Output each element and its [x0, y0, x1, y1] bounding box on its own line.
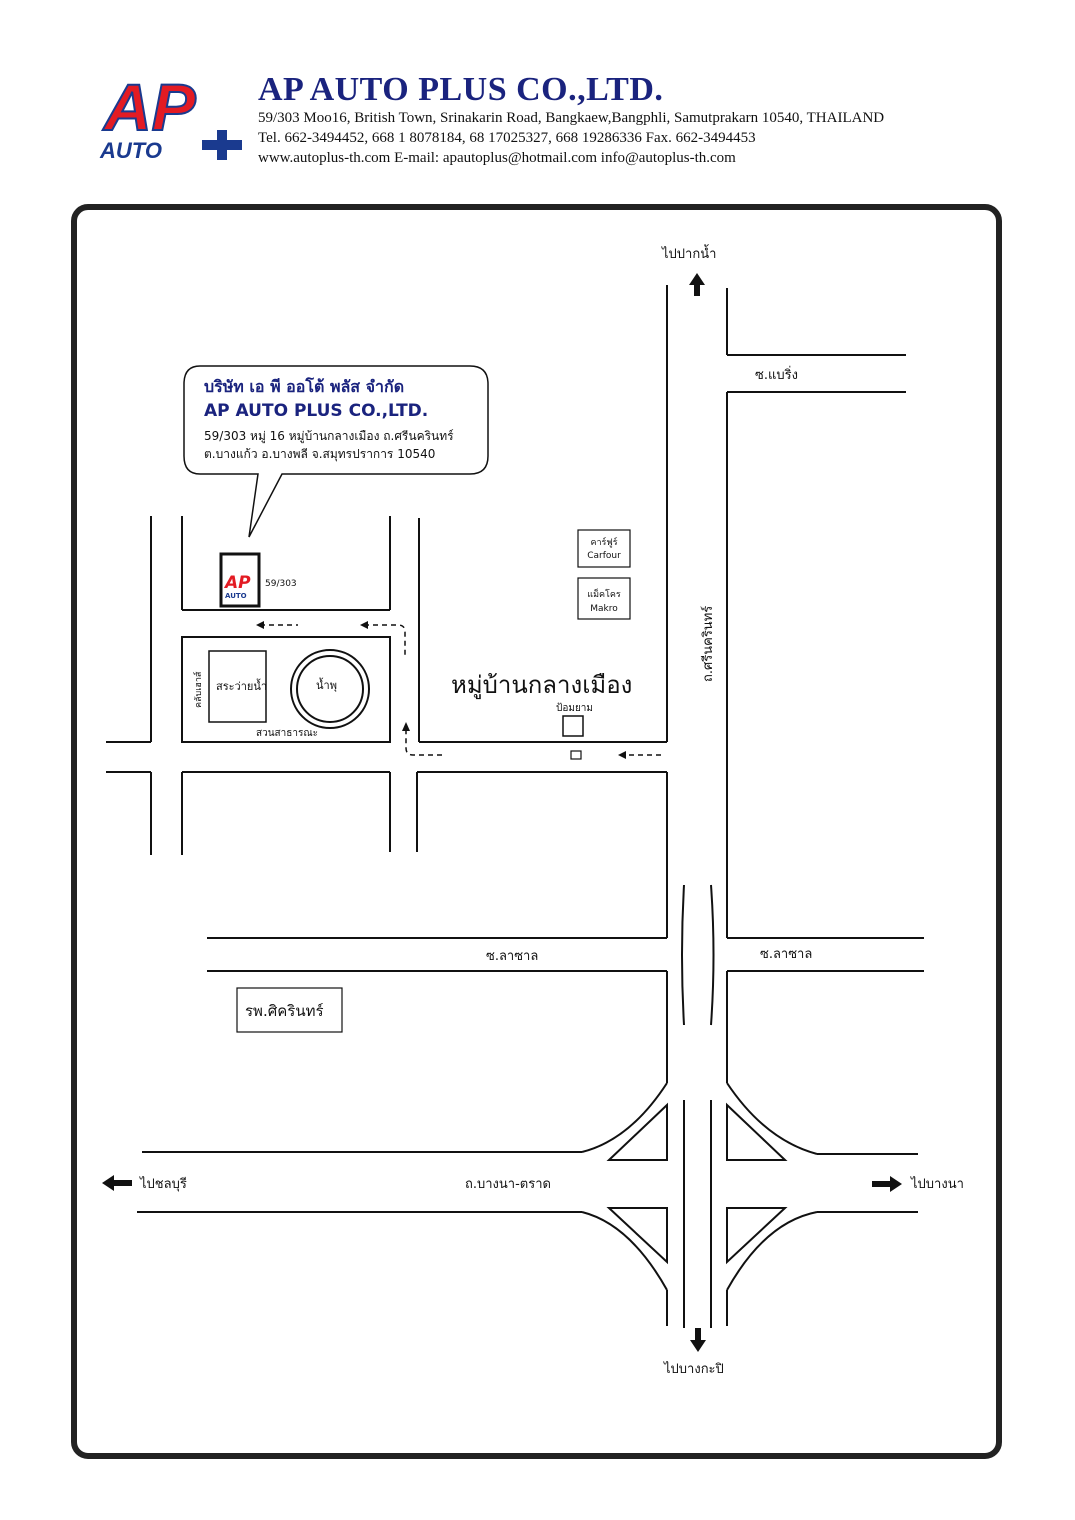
pool-label: สระว่ายน้ำ [216, 680, 268, 693]
shop-marker [221, 554, 297, 606]
to-paknam-label: ไปปากน้ำ [662, 247, 717, 262]
carrefour-thai: คาร์ฟูร์ [590, 538, 618, 548]
callout-address-line2: ต.บางแก้ว อ.บางพลี จ.สมุทรปราการ 10540 [204, 447, 436, 461]
carrefour-store [578, 530, 630, 567]
makro-thai: แม็คโคร [587, 590, 621, 600]
company-web: www.autoplus-th.com E-mail: apautoplus@hotmail.com info@autoplus-th.com [258, 150, 736, 166]
makro-eng: Makro [590, 604, 618, 614]
park-label: สวนสาธารณะ [256, 728, 319, 739]
company-address: 59/303 Moo16, British Town, Srinakarin Road, Bangkaew,Bangphli, Samutprakarn 10540, THAILAND [258, 110, 885, 126]
to-bangna-label: ไปบางนา [911, 1177, 964, 1192]
address-callout [184, 366, 488, 537]
to-chonburi-label: ไปชลบุรี [140, 1177, 187, 1192]
callout-address-line1: 59/303 หมู่ 16 หมู่บ้านกลางเมือง ถ.ศรีนครินทร์ [204, 429, 454, 443]
bangna-trat-road-label: ถ.บางนา-ตราด [465, 1177, 551, 1192]
arrow-up-icon [689, 273, 705, 296]
mini-logo-ap: AP [225, 573, 251, 593]
to-bangkapi-label: ไปบางกะปิ [664, 1362, 724, 1377]
arrow-down-icon [690, 1328, 706, 1352]
fountain-label: น้ำพุ [316, 679, 337, 692]
soi-lasalle-left-label: ซ.ลาซาล [486, 949, 539, 964]
club-house-label: คลับเฮาส์ [194, 671, 204, 708]
company-name: AP AUTO PLUS CO.,LTD. [258, 71, 664, 108]
hospital-label: รพ.ศิครินทร์ [245, 1002, 324, 1020]
logo-ap-text: AP [104, 70, 196, 144]
company-phone: Tel. 662-3494452, 668 1 8078184, 68 17025327, 668 19286336 Fax. 662-3494453 [258, 130, 756, 146]
makro-store [578, 578, 630, 619]
arrow-left-icon [102, 1175, 132, 1191]
srinakarin-road-label: ถ.ศรีนครินทร์ [701, 605, 716, 682]
guard-post-box [563, 716, 583, 736]
arrow-right-icon [872, 1176, 902, 1192]
logo-auto-text: AUTO [100, 138, 162, 163]
soi-lasalle-right-label: ซ.ลาซาล [760, 947, 813, 962]
guard-post-label: ป้อมยาม [556, 703, 594, 714]
carrefour-eng: Carfour [587, 551, 621, 561]
park-block [182, 637, 390, 742]
mini-logo-auto: AUTO [225, 592, 247, 600]
callout-eng-name: AP AUTO PLUS CO.,LTD. [204, 401, 429, 421]
callout-thai-name: บริษัท เอ พี ออโต้ พลัส จำกัด [204, 377, 405, 396]
gate-marker [571, 751, 581, 759]
shop-number-label: 59/303 [265, 579, 297, 589]
village-label: หมู่บ้านกลางเมือง [451, 671, 633, 699]
soi-baering-label: ซ.แบริ่ง [755, 368, 798, 383]
